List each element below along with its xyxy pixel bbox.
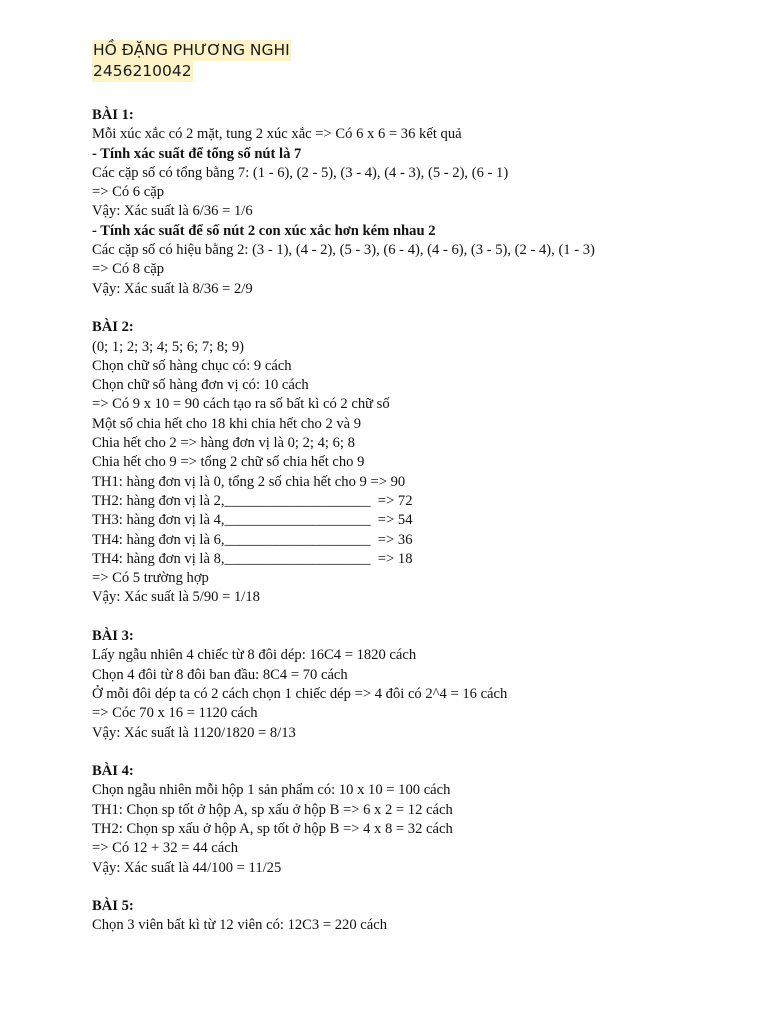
bai4-line: TH2: Chọn sp xấu ở hộp A, sp tốt ở hộp B => 4 x 8 = 32 cách	[92, 820, 453, 837]
bai5-line: Chọn 3 viên bất kì từ 12 viên có: 12C3 = 220 cách	[92, 917, 387, 934]
section-title-bai3: BÀI 3:	[92, 628, 134, 645]
bai2-line: TH2: hàng đơn vị là 2,____________________ => 72	[92, 492, 413, 509]
bai4-line: Vậy: Xác suất là 44/100 = 11/25	[92, 859, 282, 876]
section-title-bai2: BÀI 2:	[92, 319, 134, 336]
bai4-line: TH1: Chọn sp tốt ở hộp A, sp xấu ở hộp B => 6 x 2 = 12 cách	[92, 801, 453, 818]
bai2-line: Vậy: Xác suất là 5/90 = 1/18	[92, 589, 260, 606]
document-header	[92, 40, 291, 82]
document-body	[92, 106, 742, 936]
bai2-line: Chọn chữ số hàng chục có: 9 cách	[92, 357, 292, 374]
bai1-line: Vậy: Xác suất là 6/36 = 1/6	[92, 203, 253, 220]
bai2-line: TH4: hàng đơn vị là 6,____________________ => 36	[92, 531, 413, 548]
bai1-line: Các cặp số có hiệu bằng 2: (3 - 1), (4 - 2), (5 - 3), (6 - 4), (4 - 6), (3 - 5), (2 - 4), (1 - 3)	[92, 242, 595, 259]
student-name: HỒ ĐẶNG PHƯƠNG NGHI	[93, 41, 290, 59]
bai3-line: Chọn 4 đôi từ 8 đôi ban đầu: 8C4 = 70 cách	[92, 666, 348, 683]
bai1-subheading: - Tính xác suất để tổng số nút là 7	[92, 145, 302, 162]
bai2-line: => Có 9 x 10 = 90 cách tạo ra số bất kì có 2 chữ số	[92, 396, 390, 413]
section-spacer	[92, 878, 742, 897]
bai1-line: Vậy: Xác suất là 8/36 = 2/9	[92, 280, 253, 297]
bai2-line: => Có 5 trường hợp	[92, 570, 209, 587]
section-title-bai1: BÀI 1:	[92, 107, 134, 123]
bai2-line: TH4: hàng đơn vị là 8,____________________ => 18	[92, 550, 413, 567]
bai1-line: Mỗi xúc xắc có 2 mặt, tung 2 xúc xắc => Có 6 x 6 = 36 kết quả	[92, 126, 462, 143]
bai2-line: Chia hết cho 9 => tổng 2 chữ số chia hết cho 9	[92, 454, 365, 471]
bai3-line: Ở mỗi đôi dép ta có 2 cách chọn 1 chiếc dép => 4 đôi có 2^4 = 16 cách	[92, 685, 508, 702]
bai2-line: Chọn chữ số hàng đơn vị có: 10 cách	[92, 377, 309, 394]
bai2-line: TH3: hàng đơn vị là 4,____________________ => 54	[92, 512, 413, 529]
bai3-line: Vậy: Xác suất là 1120/1820 = 8/13	[92, 724, 296, 741]
bai4-line: Chọn ngẫu nhiên mỗi hộp 1 sản phẩm có: 10 x 10 = 100 cách	[92, 782, 451, 799]
bai1-line: => Có 6 cặp	[92, 184, 164, 201]
section-title-bai4: BÀI 4:	[92, 763, 134, 780]
bai3-line: Lấy ngẫu nhiên 4 chiếc từ 8 đôi dép: 16C4 = 1820 cách	[92, 647, 417, 664]
section-spacer	[92, 299, 742, 318]
bai2-line: TH1: hàng đơn vị là 0, tổng 2 số chia hết cho 9 => 90	[92, 473, 406, 490]
bai2-line: (0; 1; 2; 3; 4; 5; 6; 7; 8; 9)	[92, 338, 245, 355]
bai2-line: Một số chia hết cho 18 khi chia hết cho 2 và 9	[92, 415, 362, 432]
section-spacer	[92, 743, 742, 762]
bai3-line: => Cóc 70 x 16 = 1120 cách	[92, 705, 258, 722]
bai1-line: => Có 8 cặp	[92, 261, 164, 278]
student-id: 2456210042	[93, 62, 192, 80]
bai4-line: => Có 12 + 32 = 44 cách	[92, 840, 239, 857]
section-title-bai5: BÀI 5:	[92, 898, 134, 915]
bai2-line: Chia hết cho 2 => hàng đơn vị là 0; 2; 4; 6; 8	[92, 435, 355, 452]
bai1-subheading: - Tính xác suất để số nút 2 con xúc xắc hơn kém nhau 2	[92, 222, 436, 239]
bai1-line: Các cặp số có tổng bằng 7: (1 - 6), (2 - 5), (3 - 4), (4 - 3), (5 - 2), (6 - 1)	[92, 164, 509, 181]
section-spacer	[92, 608, 742, 627]
